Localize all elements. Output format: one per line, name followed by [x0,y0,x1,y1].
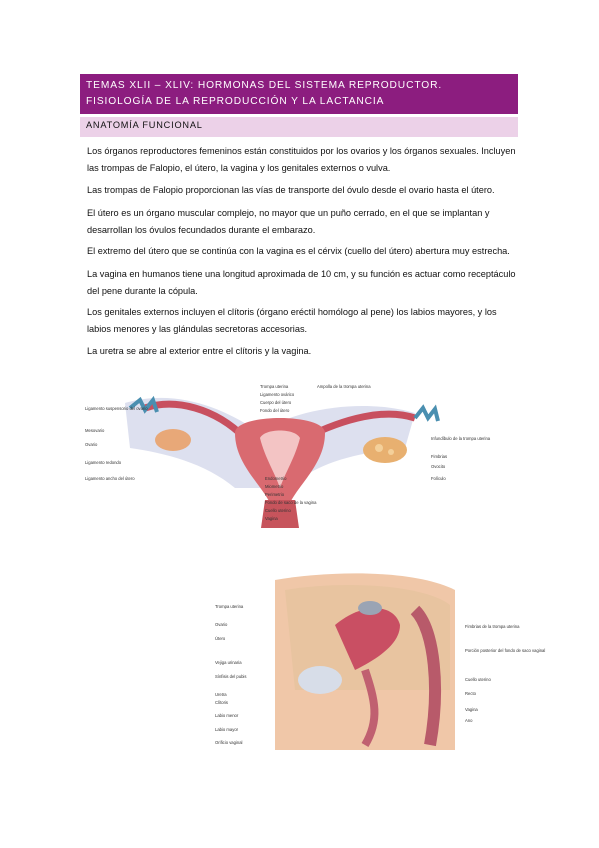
label-cuello-uterino-2: Cuello uterino [465,677,491,682]
label-ovario: Ovario [85,442,98,447]
label-trompa-uterina-2: Trompa uterina [215,604,244,609]
label-perimetrio: Perimetrio [265,492,285,497]
label-fimbrias-2: Fimbrias de la trompa uterina [465,624,520,629]
label-mesovario: Mesovario [85,428,105,433]
label-lig-suspensorio: Ligamento suspensorio del ovario [85,406,148,411]
label-fimbrias: Fimbrias [431,454,448,459]
label-orificio-vaginal: Orificio vaginal [215,740,243,745]
label-recto: Recto [465,691,476,696]
label-cuerpo-utero: Cuerpo del útero [260,400,292,405]
label-infundibulo: Infundíbulo de la trompa uterina [431,436,491,441]
label-porcion-posterior: Porción posterior del fondo de saco vaginal [465,648,546,653]
uterus-frontal-illustration [85,378,535,533]
pelvis-sagittal-illustration [215,570,546,755]
label-miometrio: Miometrio [265,484,284,489]
label-ampolla: Ampolla de la trompa uterina [317,384,371,389]
label-clitoris: Clítoris [215,700,229,705]
label-ovario-2: Ovario [215,622,228,627]
section-heading: ANATOMÍA FUNCIONAL [80,117,518,137]
label-endometrio: Endometrio [265,476,287,481]
label-utero-2: Útero [215,636,226,641]
label-ligamento-ovarico: Ligamento ovárico [260,392,295,397]
label-vagina: Vagina [265,516,278,521]
label-cuello-uterino: Cuello uterino [265,508,291,513]
paragraph-3: El útero es un órgano muscular complejo, no mayor que un puño cerrado, en el que se implantan y desarrollan los óvulos fecundados durante el embarazo. [87,208,490,235]
label-lig-ancho: Ligamento ancho del útero [85,476,135,481]
label-lig-redondo: Ligamento redondo [85,460,122,465]
paragraph-6: Los genitales externos incluyen el clítoris (órgano eréctil homólogo al pene) los labios mayores, y los labios menores y las glándulas secretoras accesorias. [87,307,497,334]
document-title: TEMAS XLII – XLIV: HORMONAS DEL SISTEMA REPRODUCTOR. FISIOLOGÍA DE LA REPRODUCCIÓN Y LA LACTANCIA [80,74,518,114]
label-ovocito: Ovocito [431,464,446,469]
label-fondo-utero: Fondo del útero [260,408,290,413]
paragraph-7: La uretra se abre al exterior entre el clítoris y la vagina. [87,346,312,356]
label-fondo-saco: Fondo de saco de la vagina [265,500,317,505]
label-uretra: Uretra [215,692,227,697]
label-sinfisis: Sínfisis del pubis [215,674,247,679]
paragraph-4: El extremo del útero que se continúa con la vagina es el cérvix (cuello del útero) abertura muy estrecha. [87,246,510,256]
label-vejiga: Vejiga urinaria [215,660,242,665]
label-trompa-uterina: Trompa uterina [260,384,289,389]
label-labio-menor: Labio menor [215,713,239,718]
paragraph-5: La vagina en humanos tiene una longitud aproximada de 10 cm, y su función es actuar como receptáculo del pene durante la cópula. [87,269,516,296]
paragraph-1: Los órganos reproductores femeninos están constituidos por los ovarios y los órganos sexuales. Incluyen las trompas de Falopio, el útero, la vagina y los genitales externos o vulva. [87,146,516,173]
label-vagina-2: Vagina [465,707,478,712]
label-labio-mayor: Labio mayor [215,727,239,732]
label-foliculo: Folículo [431,476,446,481]
paragraph-2: Las trompas de Falopio proporcionan las vías de transporte del óvulo desde el ovario hasta el útero. [87,185,495,195]
label-ano: Ano [465,718,473,723]
